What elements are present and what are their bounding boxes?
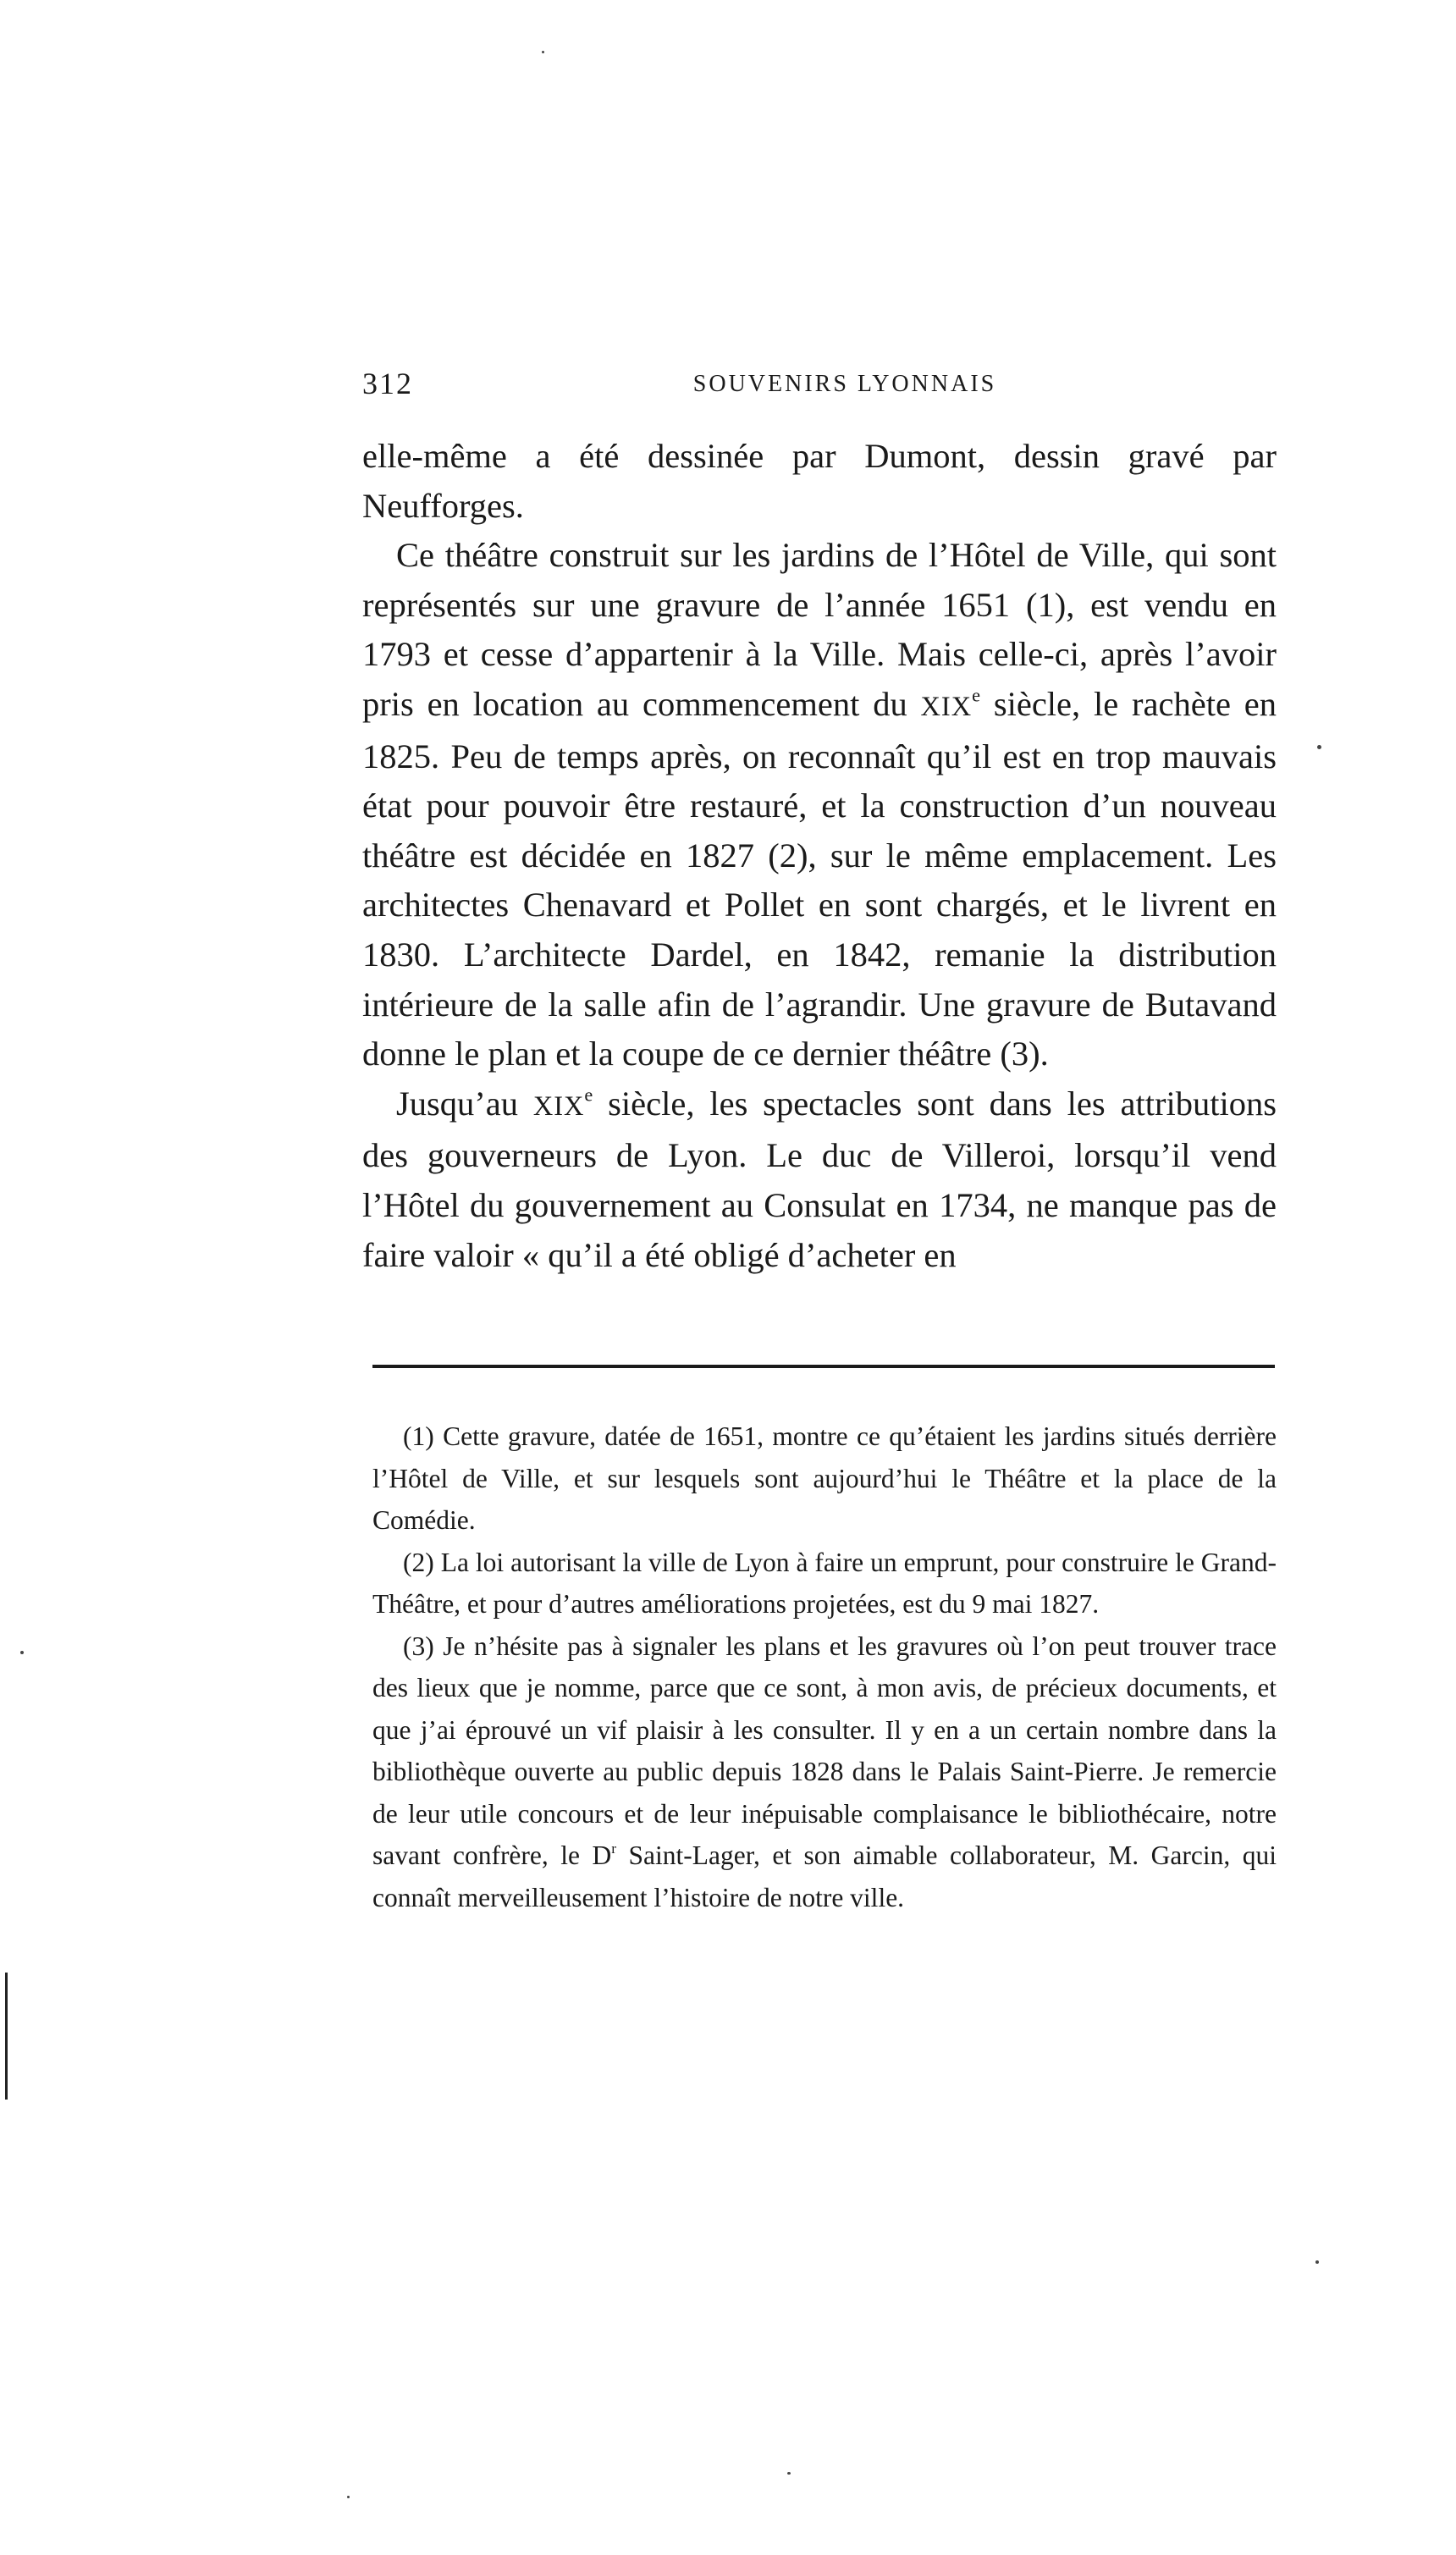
paragraph-1: elle-même a été dessinée par Dumont, dessin gravé par Neufforges. [362, 437, 1277, 525]
century-numeral: XIX [532, 1090, 585, 1122]
footnote-1: (1) Cette gravure, datée de 1651, montre ce qu’étaient les jardins situés derrière l’Hôtel de Ville, et sur lesquels sont aujourd’hui le Théâtre et la place de la Comédie. [372, 1421, 1277, 1535]
page-header [362, 366, 1277, 413]
paragraph-3-text-a: Jusqu’au [396, 1084, 533, 1123]
scan-speck [542, 51, 544, 53]
paragraph-3-text-b: siècle, les spectacles sont dans les attributions des gouverneurs de Lyon. Le duc de Villeroi, lorsqu’il vend l’Hôtel du gouvernement au Consulat en 1734, ne manque pas de faire valoir « qu’il a été obligé d’acheter en [362, 1084, 1277, 1274]
scan-speck [20, 1651, 24, 1654]
superscript-r: r [611, 1840, 617, 1857]
paragraph-2-text-b: siècle, le rachète en 1825. Peu de temps après, on reconnaît qu’il est en trop mauvais état pour pouvoir être restauré, et la construction d’un nouveau théâtre est décidée en 1827 (2), sur le même emplacement. Les architectes Chenavard et Pollet en sont chargés, et le livrent en 1830. L’architecte Dardel, en 1842, remanie la distribution intérieure de la salle afin de l’agrandir. Une gravure de Butavand donne le plan et la coupe de ce dernier théâtre (3). [362, 684, 1277, 1073]
body-text [362, 432, 1277, 1280]
century-numeral: XIX [920, 691, 973, 722]
page-number: 312 [362, 367, 413, 400]
footnote-2: (2) La loi autorisant la ville de Lyon à faire un emprunt, pour construire le Grand-Théâtre, et pour d’autres améliorations projetées, est du 9 mai 1827. [372, 1547, 1277, 1619]
footnote-separator-rule [372, 1365, 1275, 1368]
footnote-3-text-b: Saint-Lager, et son aimable collaborateur, M. Garcin, qui connaît merveilleusement l’histoire de notre ville. [372, 1840, 1277, 1912]
footnotes [372, 1415, 1277, 1918]
superscript-e: e [972, 684, 980, 706]
scan-speck [787, 2472, 791, 2475]
paragraph-2 [362, 531, 1277, 1079]
scan-edge-mark [5, 1973, 8, 2100]
superscript-e: e [584, 1084, 593, 1106]
paragraph-3 [362, 1079, 1277, 1280]
paragraph-2-text-a: Ce théâtre construit sur les jardins de l’Hôtel de Ville, qui sont représentés sur une gravure de l’année 1651 (1), est vendu en 1793 et cesse d’appartenir à la Ville. Mais celle-ci, après l’avoir pris en location au commencement du [362, 536, 1277, 723]
footnote-3 [372, 1625, 1277, 1919]
scan-speck [1315, 2260, 1319, 2264]
footnote-3-text-a: (3) Je n’hésite pas à signaler les plans et les gravures où l’on peut trouver trace des lieux que je nomme, parce que ce sont, à mon avis, de précieux documents, et que j’ai éprouvé un vif plaisir à les consulter. Il y en a un certain nombre dans la bibliothèque ouverte au public depuis 1828 dans le Palais Saint-Pierre. Je remercie de leur utile concours et de leur inépuisable complaisance le bibliothécaire, notre savant confrère, le D [372, 1631, 1277, 1870]
scan-speck [1317, 745, 1321, 749]
running-title: SOUVENIRS LYONNAIS [692, 371, 997, 397]
scan-speck [347, 2496, 350, 2498]
